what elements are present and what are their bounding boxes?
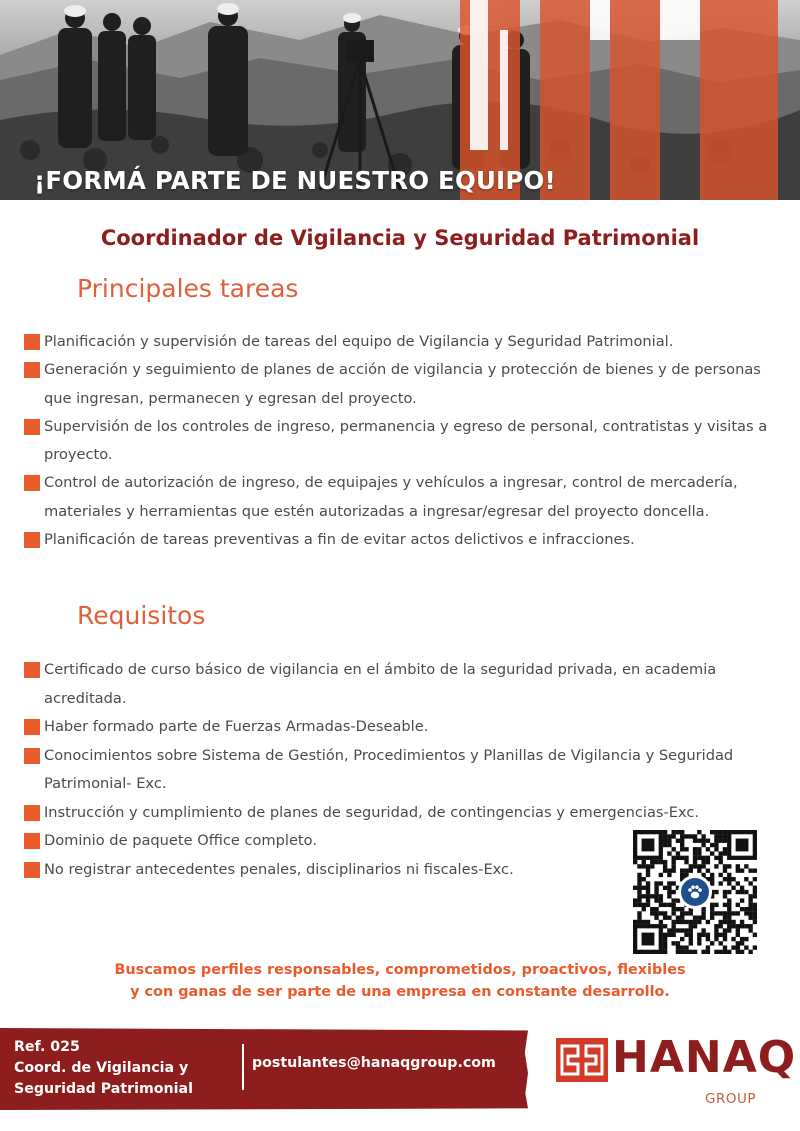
reference-role-line-1: Coord. de Vigilancia y <box>14 1060 189 1076</box>
paw-print-icon <box>681 878 709 906</box>
tagline <box>0 959 800 1003</box>
list-item <box>24 656 776 713</box>
bullet-square-icon <box>24 419 40 435</box>
qr-code[interactable] <box>633 830 757 954</box>
list-item <box>24 526 776 554</box>
list-item <box>24 856 624 885</box>
list-item-text: Dominio de paquete Office completo. <box>44 832 317 849</box>
qr-badge <box>678 875 712 909</box>
job-title: Coordinador de Vigilancia y Seguridad Patrimonial <box>100 226 700 250</box>
company-logo <box>556 1032 797 1112</box>
list-item-text: Conocimientos sobre Sistema de Gestión, Procedimientos y Planillas de Vigilancia y Seguridad Patrimonial- Exc. <box>44 746 734 792</box>
list-item-text: Generación y seguimiento de planes de acción de vigilancia y protección de bienes y de personas que ingresan, permanecen y egresan del proyecto. <box>44 361 761 407</box>
bullet-square-icon <box>24 334 40 350</box>
bullet-square-icon <box>24 719 40 735</box>
tagline-line-1: Buscamos perfiles responsables, comprometidos, proactivos, flexibles <box>114 962 686 978</box>
list-item-text: Instrucción y cumplimiento de planes de seguridad, de contingencias y emergencias-Exc. <box>44 803 700 821</box>
list-item-text: Planificación y supervisión de tareas del equipo de Vigilancia y Seguridad Patrimonial. <box>44 333 674 350</box>
bullet-square-icon <box>24 662 40 678</box>
list-item-text: Planificación de tareas preventivas a fin de evitar actos delictivos e infracciones. <box>44 531 635 549</box>
list-item <box>24 413 776 470</box>
bullet-square-icon <box>24 748 40 764</box>
list-item-text: Supervisión de los controles de ingreso, permanencia y egreso de personal, contratistas y visitas a proyecto. <box>44 417 768 464</box>
list-item <box>24 356 776 413</box>
list-item <box>24 713 776 742</box>
hero-title: ¡FORMÁ PARTE DE NUESTRO EQUIPO! <box>34 166 556 195</box>
list-item-text: No registrar antecedentes penales, disciplinarios ni fiscales-Exc. <box>44 860 514 878</box>
list-item-text: Certificado de curso básico de vigilancia en el ámbito de la seguridad privada, en academia acreditada. <box>44 661 717 707</box>
tareas-heading: Principales tareas <box>77 274 299 303</box>
reference-role-line-2: Seguridad Patrimonial <box>14 1081 193 1097</box>
list-item <box>24 742 776 799</box>
bullet-square-icon <box>24 862 40 878</box>
contact-email-link[interactable]: postulantes@hanaqgroup.com <box>252 1055 496 1071</box>
bullet-square-icon <box>24 362 40 378</box>
list-item-text: Haber formado parte de Fuerzas Armadas-Deseable. <box>44 718 429 735</box>
ribbon-divider <box>242 1044 244 1090</box>
logo-wordmark: HANAQ <box>612 1032 797 1083</box>
logo-subtitle: GROUP <box>705 1091 756 1107</box>
hero-photo <box>0 0 800 200</box>
list-item-text: Control de autorización de ingreso, de equipajes y vehículos a ingresar, control de mercadería, materiales y herramientas que estén autorizadas a ingresar/egresar del proyecto doncella. <box>44 474 738 520</box>
list-item <box>24 799 776 828</box>
tareas-list <box>24 328 776 554</box>
reference-block <box>14 1037 193 1100</box>
reference-number: Ref. 025 <box>14 1039 80 1055</box>
list-item <box>24 469 776 526</box>
requisitos-heading: Requisitos <box>77 601 206 630</box>
bullet-square-icon <box>24 805 40 821</box>
tagline-line-2: y con ganas de ser parte de una empresa en constante desarrollo. <box>130 984 670 1000</box>
bullet-square-icon <box>24 475 40 491</box>
list-item <box>24 328 776 356</box>
bullet-square-icon <box>24 833 40 849</box>
bullet-square-icon <box>24 532 40 548</box>
hanaq-logo-icon <box>556 1038 608 1082</box>
